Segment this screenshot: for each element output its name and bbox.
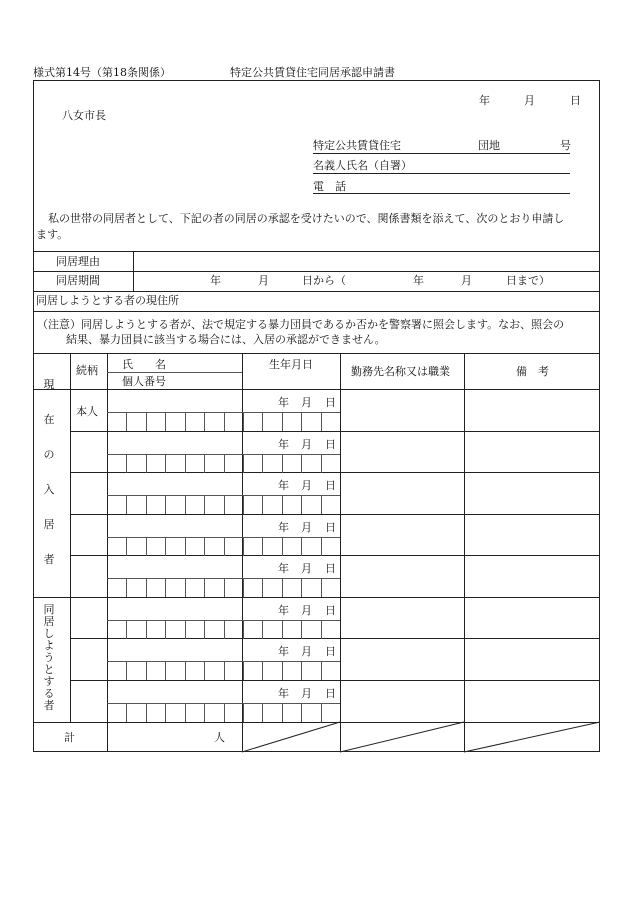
name-field-row[interactable] xyxy=(108,515,241,536)
relation-field[interactable] xyxy=(71,681,107,720)
work-field[interactable] xyxy=(341,432,463,471)
name-label: 名義人氏名（自署） xyxy=(313,159,412,172)
work-field[interactable] xyxy=(341,598,463,637)
birth-unit-m: 月 xyxy=(301,645,312,658)
birth-unit-y: 年 xyxy=(278,645,289,658)
birth-unit-y: 年 xyxy=(278,604,289,617)
birth-unit-d: 日 xyxy=(325,396,336,409)
total-label: 計 xyxy=(64,731,75,744)
birth-unit-m: 月 xyxy=(301,521,312,534)
relation-header: 続柄 xyxy=(76,364,98,377)
remarks-field[interactable] xyxy=(465,432,599,471)
birth-unit-d: 日 xyxy=(325,604,336,617)
remarks-header: 備 考 xyxy=(516,365,549,378)
birth-unit-y: 年 xyxy=(278,438,289,451)
work-field[interactable] xyxy=(341,473,463,512)
relation-field[interactable] xyxy=(71,598,107,637)
work-field[interactable] xyxy=(341,515,463,554)
relation-field[interactable] xyxy=(71,432,107,471)
persons-unit: 人 xyxy=(214,731,225,744)
period-month-2: 月 xyxy=(461,274,472,287)
current-residents-label: 現 在 の 入 居 者 xyxy=(43,378,55,566)
relation-field[interactable] xyxy=(71,473,107,512)
work-field[interactable] xyxy=(341,556,463,595)
work-field[interactable] xyxy=(341,390,463,429)
birth-unit-d: 日 xyxy=(325,479,336,492)
birth-unit-m: 月 xyxy=(301,604,312,617)
page-title: 特定公共賃貸住宅同居承認申請書 xyxy=(230,66,395,79)
notice-line-2: 結果、暴力団員に該当する場合には、入居の承認ができません。 xyxy=(66,333,386,346)
remarks-field[interactable] xyxy=(465,639,599,678)
remarks-field[interactable] xyxy=(465,515,599,554)
name-field[interactable] xyxy=(420,159,570,173)
birth-unit-m: 月 xyxy=(301,396,312,409)
period-label: 同居期間 xyxy=(56,274,100,287)
date-year: 年 xyxy=(479,94,490,107)
go-label: 号 xyxy=(560,139,571,152)
birth-unit-d: 日 xyxy=(325,438,336,451)
mynumber-header: 個人番号 xyxy=(122,375,166,388)
period-from: 日から（ xyxy=(302,274,346,287)
date-day: 日 xyxy=(570,94,581,107)
addressee: 八女市長 xyxy=(62,109,106,122)
name-field-row[interactable] xyxy=(108,556,241,577)
remarks-field[interactable] xyxy=(465,556,599,595)
reason-field[interactable] xyxy=(136,253,596,270)
remarks-field[interactable] xyxy=(465,598,599,637)
birth-unit-y: 年 xyxy=(278,521,289,534)
birth-unit-m: 月 xyxy=(301,687,312,700)
work-header: 勤務先名称又は職業 xyxy=(351,365,450,378)
name-field-row[interactable] xyxy=(108,432,241,453)
name-field-row[interactable] xyxy=(108,639,241,660)
name-field-row[interactable] xyxy=(108,390,241,411)
statement-line-2: ます。 xyxy=(36,228,69,241)
self-label: 本人 xyxy=(76,405,98,418)
relation-field[interactable] xyxy=(71,639,107,678)
birth-unit-y: 年 xyxy=(278,396,289,409)
birth-unit-m: 月 xyxy=(301,562,312,575)
birth-unit-y: 年 xyxy=(278,687,289,700)
birth-unit-d: 日 xyxy=(325,687,336,700)
total-diagonal-1 xyxy=(242,722,340,752)
housing-label: 特定公共賃貸住宅 xyxy=(313,139,401,152)
total-persons-field[interactable] xyxy=(110,725,210,749)
birth-unit-y: 年 xyxy=(278,479,289,492)
period-until: 日まで） xyxy=(506,274,550,287)
birth-unit-m: 月 xyxy=(301,479,312,492)
date-month: 月 xyxy=(524,94,535,107)
notice-line-1: （注意）同居しようとする者が、法で規定する暴力団員であるか否かを警察署に照会します。なお、照会の xyxy=(37,318,565,331)
work-field[interactable] xyxy=(341,681,463,720)
danchi-label: 団地 xyxy=(478,139,500,152)
birth-unit-m: 月 xyxy=(301,438,312,451)
name-field-row[interactable] xyxy=(108,598,241,619)
birth-unit-y: 年 xyxy=(278,562,289,575)
birth-unit-d: 日 xyxy=(325,562,336,575)
total-diagonal-2 xyxy=(340,722,464,752)
remarks-field[interactable] xyxy=(465,390,599,429)
birth-header: 生年月日 xyxy=(269,358,313,371)
reason-label: 同居理由 xyxy=(56,255,100,268)
period-year-2: 年 xyxy=(413,274,424,287)
remarks-field[interactable] xyxy=(465,681,599,720)
birth-unit-d: 日 xyxy=(325,521,336,534)
name-field-row[interactable] xyxy=(108,473,241,494)
name-field-row[interactable] xyxy=(108,681,241,702)
period-month: 月 xyxy=(258,274,269,287)
period-year: 年 xyxy=(210,274,221,287)
work-field[interactable] xyxy=(341,639,463,678)
statement-line-1: 私の世帯の同居者として、下記の者の同居の承認を受けたいので、関係書類を添えて、次のとおり申請し xyxy=(48,212,565,225)
phone-label: 電 話 xyxy=(313,180,346,193)
current-address-label: 同居しようとする者の現住所 xyxy=(36,294,179,307)
name-header: 氏 名 xyxy=(122,358,166,371)
form-label: 様式第14号（第18条関係） xyxy=(33,66,171,79)
relation-field[interactable] xyxy=(71,515,107,554)
total-diagonal-3 xyxy=(464,722,600,752)
prospective-residents-label: 同 居 し よ う と す る 者 xyxy=(43,603,55,712)
birth-unit-d: 日 xyxy=(325,645,336,658)
phone-field[interactable] xyxy=(370,180,570,194)
relation-field[interactable] xyxy=(71,556,107,595)
remarks-field[interactable] xyxy=(465,473,599,512)
